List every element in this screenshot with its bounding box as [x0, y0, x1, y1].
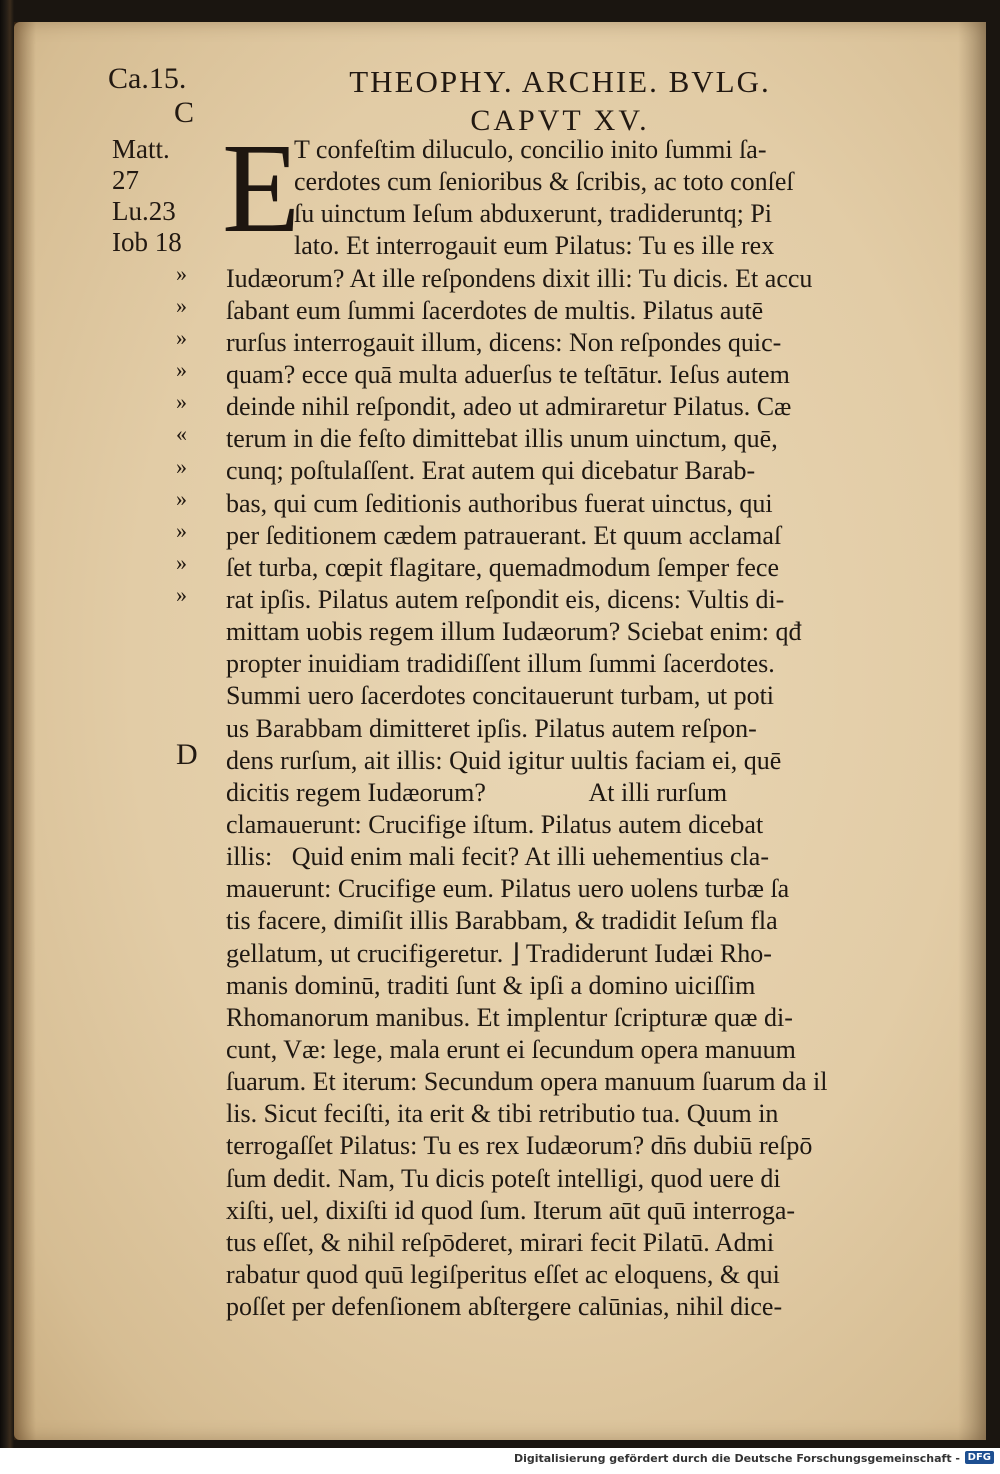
text-line: xiſti, uel, dixiſti id quod ſum. Iterum aūt quū interroga- [226, 1195, 796, 1225]
text-line: rurſus interrogauit illum, dicens: Non reſpondes quic- [226, 327, 782, 357]
text-line: terum in die feſto dimittebat illis unum uinctum, quē, [226, 424, 778, 454]
body-text [226, 134, 926, 1323]
text-line: deinde nihil reſpondit, adeo ut admiraretur Pilatus. Cæ [226, 392, 792, 422]
quote-mark: » [176, 581, 187, 607]
text-line: lis. Sicut feciſti, ita erit & tibi retributio tua. Quum in [226, 1099, 779, 1129]
chapter-reference: Ca.15. [108, 62, 187, 95]
page-gutter-shadow [14, 22, 36, 1440]
quote-mark: » [176, 357, 187, 383]
text-line: bas, qui cum ſeditionis authoribus fuerat uinctus, qui [226, 488, 773, 518]
quote-mark: » [176, 293, 187, 319]
text-line: Iudæorum? At ille reſpondens dixit illi: Tu dicis. Et accu [226, 263, 813, 293]
footer-credit: Digitalisierung gefördert durch die Deutsche Forschungsgemeinschaft - [513, 1452, 960, 1465]
text-line: ſu uinctum Ieſum abduxerunt, tradideruntq; Pi [294, 199, 773, 229]
dfg-logo: DFG [965, 1451, 994, 1464]
drop-cap: E [222, 117, 301, 259]
text-line: terrogaſſet Pilatus: Tu es rex Iudæorum? dn̄s dubiū reſpō [226, 1131, 813, 1161]
chapter-title: CAPVT XV. [470, 104, 650, 137]
section-marker-c: C [174, 96, 195, 129]
margin-ref-luke: Lu.23 [112, 196, 176, 226]
text-line: ſuarum. Et iterum: Secundum opera manuum ſuarum da il [226, 1067, 828, 1097]
text-line: cerdotes cum ſenioribus & ſcribis, ac toto conſeſ [294, 167, 794, 197]
text-line: ſet turba, cœpit flagitare, quemadmodum ſemper fece [226, 552, 779, 582]
text-line: dicitis regem Iudæorum? At illi rurſum [226, 777, 728, 807]
quote-mark: » [176, 261, 187, 286]
text-line: gellatum, ut crucifigeretur. ⌋ Tradiderunt Iudæi Rho- [226, 938, 772, 968]
quote-mark: » [176, 549, 187, 575]
text-line: per ſeditionem cædem patrauerant. Et quum acclamaſ [226, 520, 782, 550]
text-line: ſabant eum ſummi ſacerdotes de multis. Pilatus autē [226, 295, 764, 325]
text-line: tus eſſet, & nihil reſpōderet, mirari fecit Pilatū. Admi [226, 1227, 775, 1257]
text-line: tis facere, dimiſit illis Barabbam, & tradidit Ieſum fla [226, 906, 778, 936]
text-line: us Barabbam dimitteret ipſis. Pilatus autem reſpon- [226, 713, 757, 743]
margin-quote-marks [176, 258, 187, 611]
text-line: lato. Et interrogauit eum Pilatus: Tu es ille rex [294, 231, 775, 261]
text-line: mauerunt: Crucifige eum. Pilatus uero uolens turbæ ſa [226, 874, 790, 904]
text-line: dens rurſum, ait illis: Quid igitur uultis faciam ei, quē [226, 745, 782, 775]
text-line: cunt, Væ: lege, mala erunt ei ſecundum opera manuum [226, 1034, 796, 1064]
quote-mark: » [176, 389, 187, 415]
margin-ref-matthew: Matt. [112, 134, 170, 164]
margin-ref-number: 27 [112, 165, 139, 195]
text-line: rabatur quod quū legiſperitus eſſet ac eloquens, & qui [226, 1259, 780, 1289]
text-line: cunq; poſtulaſſent. Erat autem qui dicebatur Barab- [226, 456, 756, 486]
text-line: illis: Quid enim mali fecit? At illi uehementius cla- [226, 842, 769, 872]
running-head: THEOPHY. ARCHIE. BVLG. [349, 64, 771, 99]
text-line: mittam uobis regem illum Iudæorum? Sciebat enim: qđ [226, 617, 802, 647]
text-line: rat ipſis. Pilatus autem reſpondit eis, dicens: Vultis di- [226, 584, 785, 614]
quote-mark: » [176, 485, 187, 511]
text-line: Rhomanorum manibus. Et implentur ſcripturæ quæ di- [226, 1002, 793, 1032]
quote-mark: » [176, 517, 187, 543]
section-marker-d: D [176, 738, 198, 771]
text-line: ſum dedit. Nam, Tu dicis poteſt intelligi, quod uere di [226, 1163, 781, 1193]
text-line: quam? ecce quā multa aduerſus te teſtātur. Ieſus autem [226, 359, 790, 389]
text-line: manis dominū, traditi ſunt & ipſi a domino uiciſſim [226, 970, 756, 1000]
text-line: T confeſtim diluculo, concilio inito ſummi ſa- [294, 135, 767, 164]
text-line: propter inuidiam tradidiſſent illum ſummi ſacerdotes. [226, 649, 775, 679]
text-line: clamauerunt: Crucifige iſtum. Pilatus autem dicebat [226, 809, 764, 839]
text-line: Summi uero ſacerdotes concitauerunt turbam, ut poti [226, 681, 775, 711]
quote-mark: » [176, 453, 187, 479]
quote-mark: » [176, 325, 187, 351]
quote-mark: « [176, 421, 187, 447]
margin-references [112, 134, 182, 258]
text-line: poſſet per defenſionem abſtergere calūnias, nihil dice- [226, 1292, 783, 1322]
page-edge-shadow [958, 22, 986, 1440]
margin-ref-job: Iob 18 [112, 227, 182, 257]
